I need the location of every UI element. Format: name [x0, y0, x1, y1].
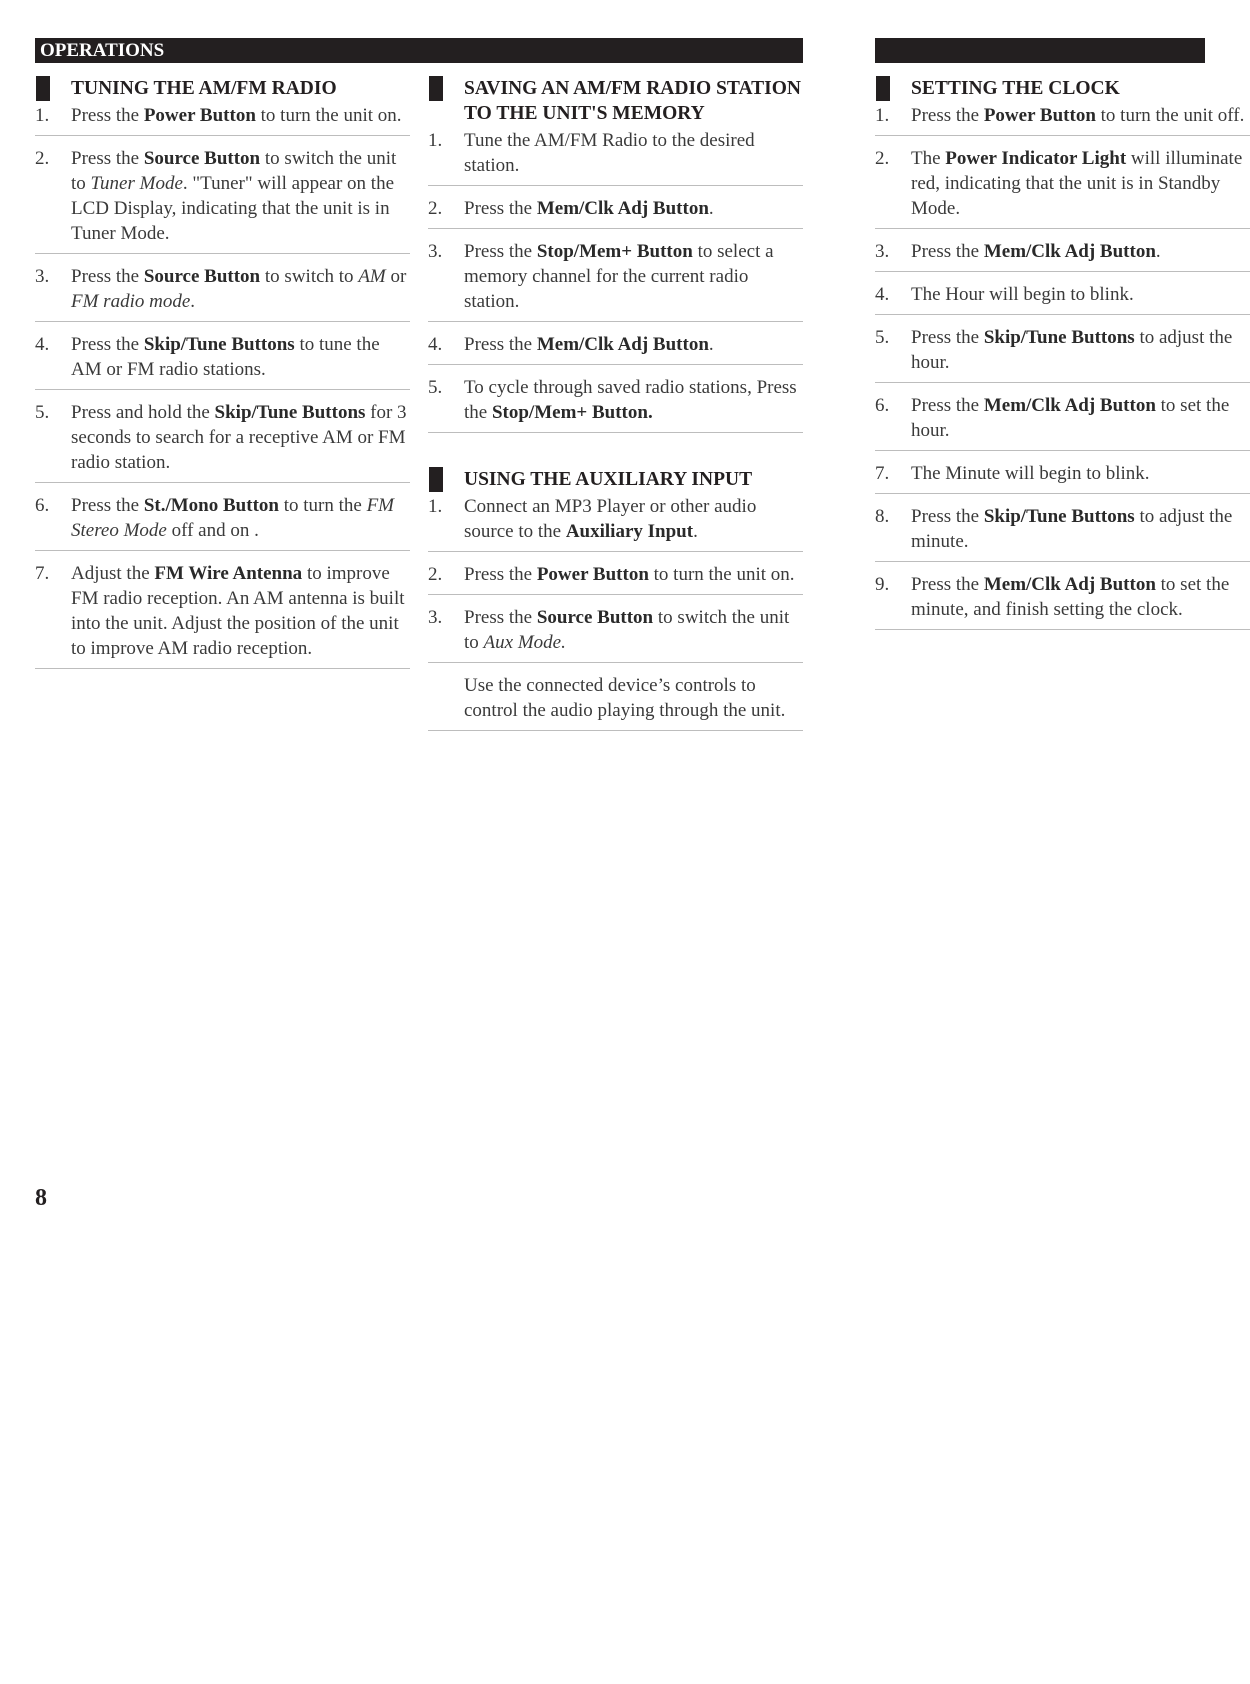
step-number: 5. [875, 327, 890, 348]
instruction-step [35, 400, 410, 483]
heading-marker-icon [36, 76, 50, 101]
step-text: to tune the AM or FM radio stations. [71, 334, 380, 380]
step-text: to adjust the hour. [911, 327, 1233, 373]
instruction-step [428, 562, 803, 595]
step-number: 1. [35, 105, 50, 126]
instruction-step [35, 264, 410, 322]
step-text-bold: Mem/Clk Adj Button [983, 395, 1156, 416]
instruction-step [875, 572, 1250, 630]
section-title-bar-right [875, 38, 1205, 63]
column-3 [875, 76, 1250, 640]
step-text: The Minute will begin to blink. [911, 463, 1150, 484]
step-number: 3. [428, 607, 443, 628]
step-text: Press the [911, 506, 984, 527]
step-text: To cycle through saved radio stations, Press the [464, 377, 797, 423]
instruction-step [428, 673, 803, 731]
instruction-step [35, 561, 410, 669]
step-text: to adjust the minute. [911, 506, 1233, 552]
step-text-bold: Power Indicator Light [945, 148, 1127, 169]
step-number: 5. [35, 402, 50, 423]
step-text: to set the hour. [911, 395, 1230, 441]
step-text: for 3 seconds to search for a receptive AM or FM radio station. [71, 402, 407, 473]
step-number: 7. [875, 463, 890, 484]
instruction-step [428, 375, 803, 433]
step-number: 2. [428, 564, 443, 585]
step-text: . [190, 291, 196, 312]
step-text-bold: Stop/Mem+ Button [536, 241, 693, 262]
section-heading [875, 76, 1250, 101]
step-number: 2. [875, 148, 890, 169]
step-number: 4. [428, 334, 443, 355]
step-text-bold: FM Wire Antenna [154, 563, 303, 584]
step-number: 3. [875, 241, 890, 262]
step-text: off and on . [166, 520, 259, 541]
step-text: Press the [464, 564, 537, 585]
step-text-bold: Mem/Clk Adj Button [983, 241, 1156, 262]
step-number: 4. [875, 284, 890, 305]
step-text-bold: Mem/Clk Adj Button [983, 574, 1156, 595]
instruction-step [428, 605, 803, 663]
step-number: 1. [428, 496, 443, 517]
step-text: Press the [71, 334, 144, 355]
step-text-italic: FM radio mode [71, 291, 191, 312]
step-text-bold: Auxiliary Input [565, 521, 694, 542]
section-heading [35, 76, 410, 101]
step-text: Press the [464, 198, 537, 219]
step-text: Press the [911, 105, 984, 126]
step-text: Press the [911, 574, 984, 595]
instruction-step [35, 493, 410, 551]
step-number: 3. [428, 241, 443, 262]
step-text: to turn the unit on. [648, 564, 795, 585]
section-heading [428, 76, 803, 126]
instruction-step [35, 146, 410, 254]
section-heading-text: SAVING AN AM/FM RADIO STATION TO THE UNIT'S MEMORY [464, 78, 801, 124]
step-text-italic: FM Stereo Mode [71, 495, 395, 541]
heading-marker-icon [876, 76, 890, 101]
step-text: Connect an MP3 Player or other audio source to the [464, 496, 757, 542]
step-number: 8. [875, 506, 890, 527]
instruction-step [35, 332, 410, 390]
step-text-italic: Tuner Mode [90, 173, 183, 194]
step-text: to turn the unit off. [1095, 105, 1245, 126]
step-number: 4. [35, 334, 50, 355]
step-number: 2. [428, 198, 443, 219]
instruction-step [428, 332, 803, 365]
step-number: 6. [35, 495, 50, 516]
column-2 [428, 76, 803, 741]
step-text: The Hour will begin to blink. [911, 284, 1134, 305]
step-text: Press the [464, 607, 537, 628]
step-text: Tune the AM/FM Radio to the desired station. [464, 130, 755, 176]
step-text: Press the [911, 241, 984, 262]
step-text: . [693, 521, 698, 542]
step-text-bold: Source Button [536, 607, 654, 628]
heading-marker-icon [429, 76, 443, 101]
step-text: to switch the unit to [71, 148, 397, 194]
column-1 [35, 76, 410, 679]
step-number: 9. [875, 574, 890, 595]
step-text-bold: Mem/Clk Adj Button [536, 198, 709, 219]
step-text-italic: Aux Mode. [483, 632, 566, 653]
instruction-step [35, 103, 410, 136]
instruction-step [875, 103, 1250, 136]
step-text: The [911, 148, 946, 169]
step-text-bold: Source Button [143, 148, 261, 169]
step-text: to set the minute, and finish setting the clock. [911, 574, 1230, 620]
step-text: Press and hold the [71, 402, 215, 423]
step-text: . [1155, 241, 1161, 262]
section-heading-text: TUNING THE AM/FM RADIO [71, 78, 337, 99]
step-text: or [385, 266, 407, 287]
instruction-step [428, 196, 803, 229]
step-text: Press the [911, 327, 984, 348]
step-text: Press the [464, 241, 537, 262]
step-text: to switch to [260, 266, 359, 287]
section-title: OPERATIONS [40, 40, 165, 61]
step-text: to switch the unit to [464, 607, 790, 653]
page-number: 8 [35, 1185, 47, 1211]
instruction-step [875, 461, 1250, 494]
step-text: . "Tuner" will appear on the LCD Display, indicating that the unit is in Tuner Mode. [71, 173, 394, 244]
step-number: 1. [875, 105, 890, 126]
step-text-italic: AM [358, 266, 386, 287]
step-text: Press the [71, 105, 144, 126]
step-text: to select a memory channel for the current radio station. [464, 241, 774, 312]
section-title-bar [35, 38, 803, 63]
instruction-step [875, 393, 1250, 451]
instruction-step [875, 325, 1250, 383]
section-heading [428, 467, 803, 492]
step-text: to turn the [278, 495, 367, 516]
step-number: 6. [875, 395, 890, 416]
step-text-bold: Mem/Clk Adj Button [536, 334, 709, 355]
instruction-step [428, 128, 803, 186]
step-text-bold: Skip/Tune Buttons [983, 506, 1135, 527]
section-heading-text: USING THE AUXILIARY INPUT [464, 469, 753, 490]
step-text-bold: Power Button [143, 105, 256, 126]
step-text: to improve FM radio reception. An AM antenna is built into the unit. Adjust the position of the unit to improve AM radio reception. [71, 563, 405, 659]
section-heading-text: SETTING THE CLOCK [911, 78, 1120, 99]
section-gap [428, 443, 803, 467]
instruction-step [875, 282, 1250, 315]
step-text: Press the [464, 334, 537, 355]
step-number: 2. [35, 148, 50, 169]
instruction-step [428, 239, 803, 322]
step-text-bold: Source Button [143, 266, 261, 287]
instruction-step [875, 146, 1250, 229]
step-text-bold: Skip/Tune Buttons [983, 327, 1135, 348]
instruction-step [428, 494, 803, 552]
step-number: 3. [35, 266, 50, 287]
step-text: Press the [71, 495, 144, 516]
instruction-step [875, 504, 1250, 562]
step-text-bold: Skip/Tune Buttons [143, 334, 295, 355]
step-text: Press the [71, 148, 144, 169]
step-text: Adjust the [71, 563, 155, 584]
heading-marker-icon [429, 467, 443, 492]
step-number: 5. [428, 377, 443, 398]
step-text: to turn the unit on. [255, 105, 402, 126]
step-text: . [708, 198, 714, 219]
step-text: Press the [911, 395, 984, 416]
step-number: 1. [428, 130, 443, 151]
step-text-bold: Power Button [983, 105, 1096, 126]
step-text-bold: St./Mono Button [143, 495, 279, 516]
step-text-bold: Skip/Tune Buttons [214, 402, 366, 423]
step-text: Press the [71, 266, 144, 287]
instruction-step [875, 239, 1250, 272]
step-text-bold: Power Button [536, 564, 649, 585]
step-text: will illuminate red, indicating that the unit is in Standby Mode. [911, 148, 1243, 219]
step-text: Use the connected device’s controls to control the audio playing through the unit. [464, 675, 786, 721]
step-number: 7. [35, 563, 50, 584]
step-text: . [708, 334, 714, 355]
step-text-bold: Stop/Mem+ Button. [491, 402, 653, 423]
